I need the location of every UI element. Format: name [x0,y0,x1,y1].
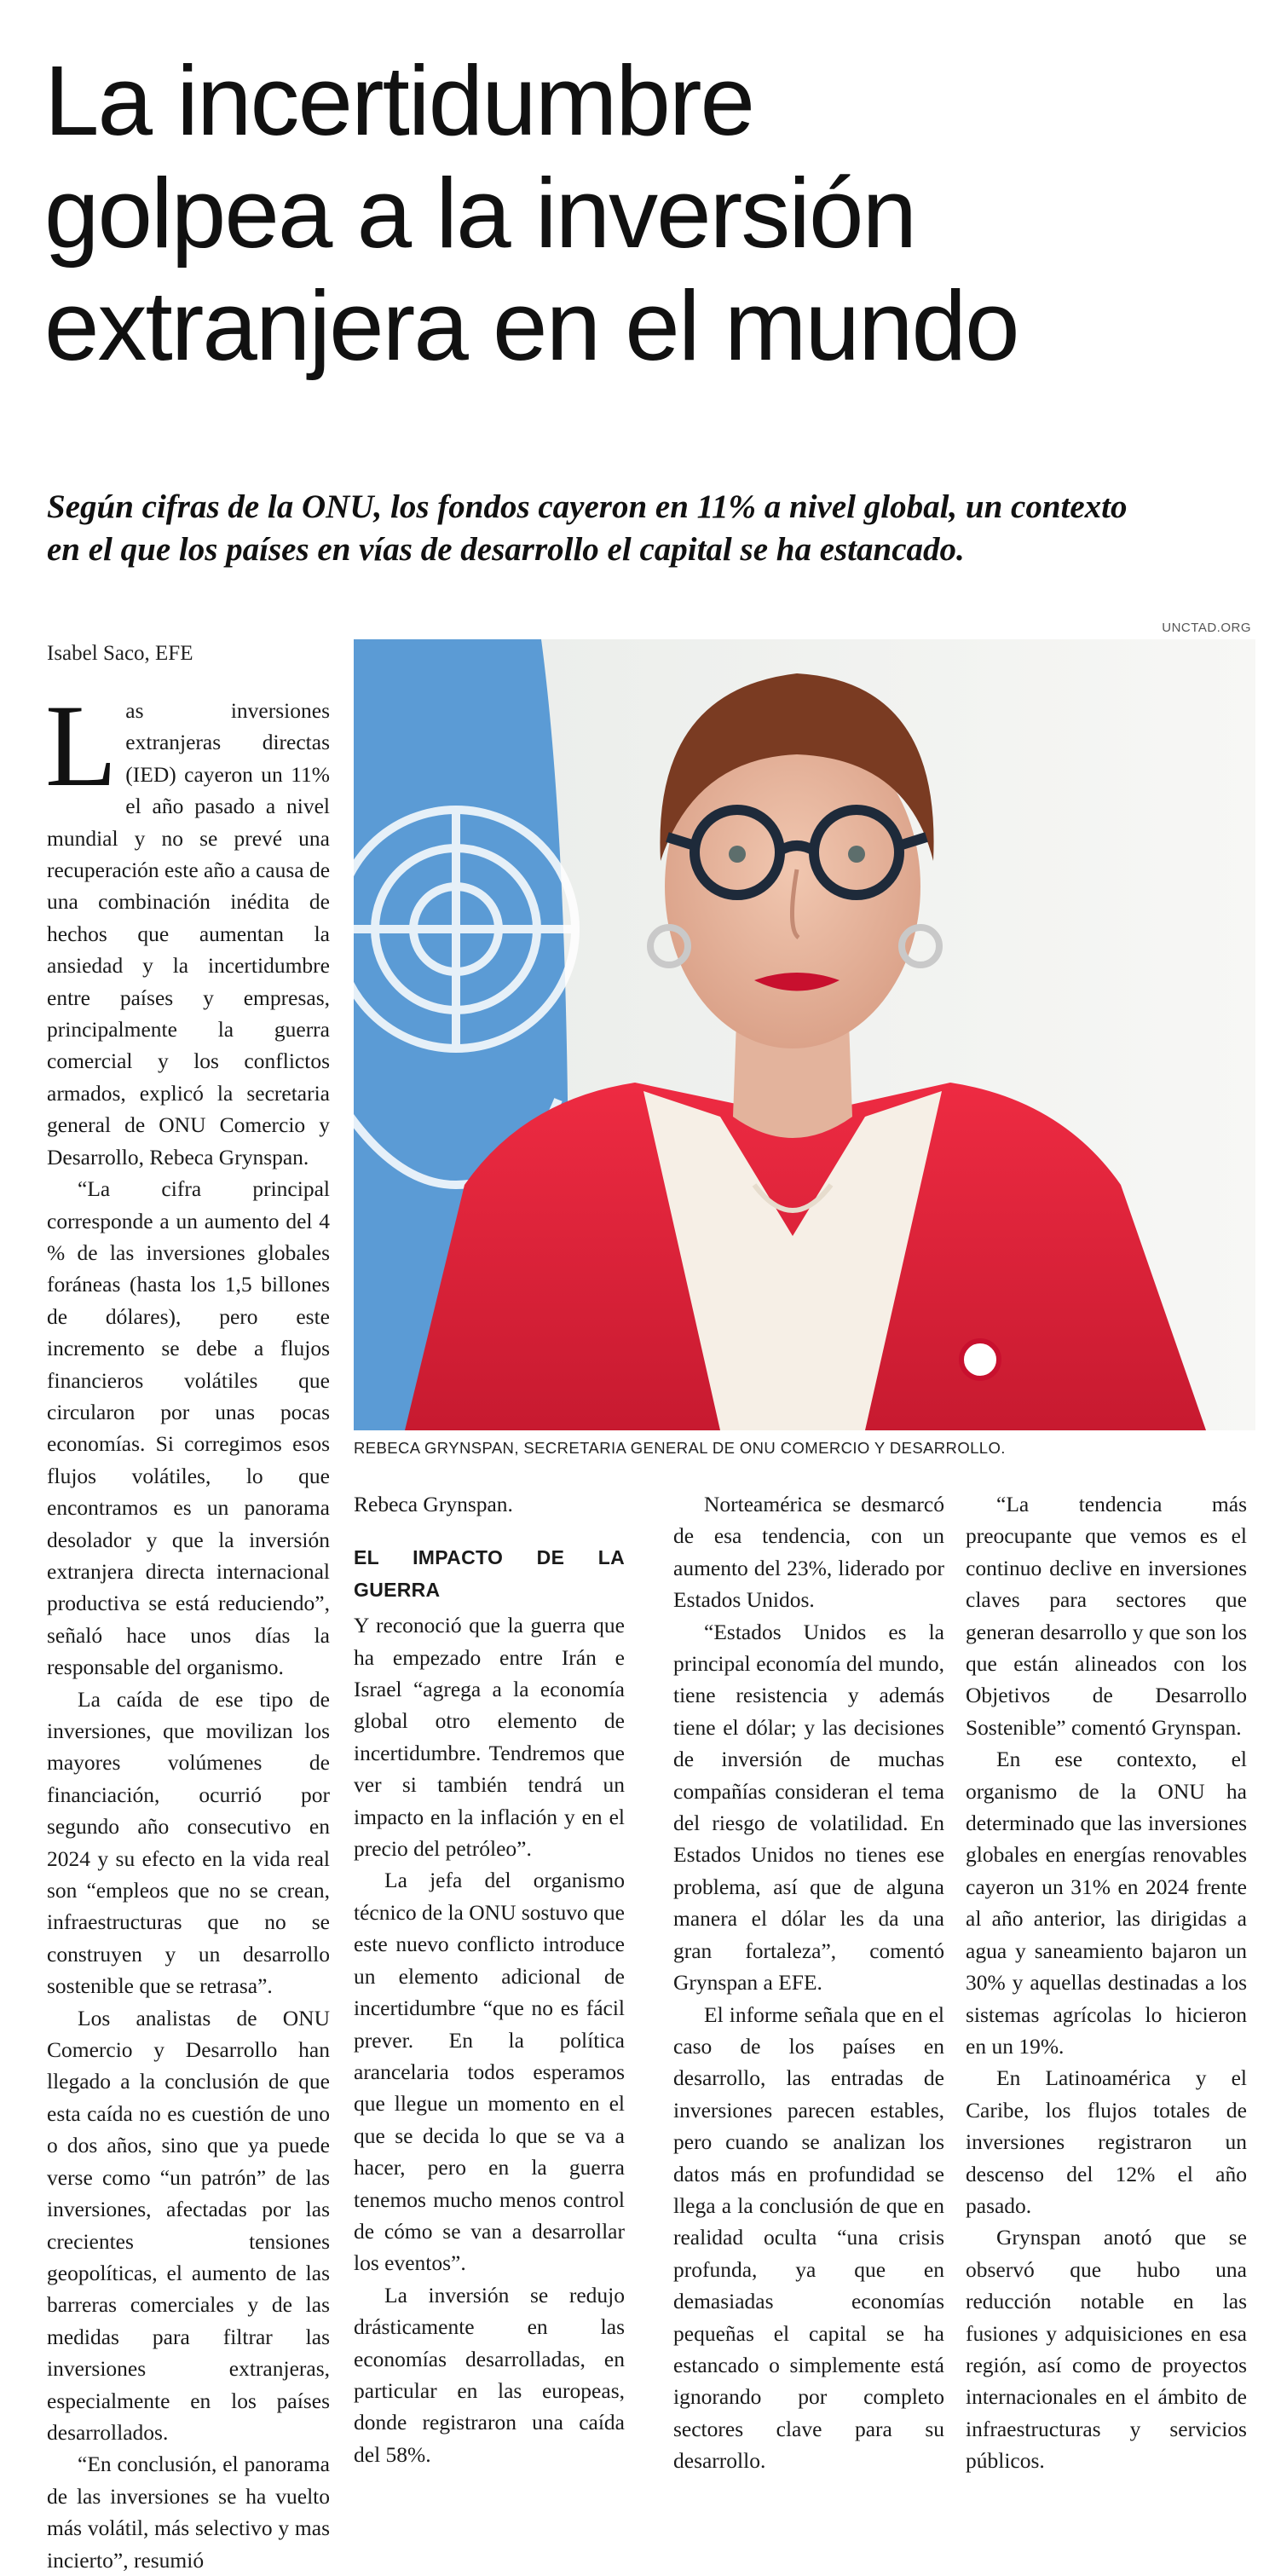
paragraph: Norteamérica se desmarcó de esa tendencia, con un aumento del 23%, liderado por Estados Unidos. [673,1492,944,1613]
subheadline-line-1: Según cifras de la ONU, los fondos cayeron en 11% a nivel global, un contexto [47,488,1128,525]
paragraph: Los analistas de ONU Comercio y Desarrollo han llegado a la conclusión de que esta caída no es cuestión de uno o dos años, sino que ya puede verse como “un patrón” de las inversiones, afectadas por las crecientes tensiones geopolíticas, el aumento de las barreras comerciales y de las medidas para filtrar las inversiones extranjeras, especialmente en los países desarrollados. [47,2005,330,2445]
paragraph: En ese contexto, el organismo de la ONU ha determinado que las inversiones globales en energías renovables cayeron un 31% en 2024 frente al año anterior, las dirigidas a agua y saneamiento bajaron un 30% y aquellas destinadas a los sistemas agrícolas lo hicieron en un 19%. [966,1747,1247,2059]
paragraph: “En conclusión, el panorama de las inversiones se ha vuelto más volátil, más selectivo y mas incierto”, resumió [47,2452,330,2573]
paragraph: “Estados Unidos es la principal economía del mundo, tiene resistencia y además tiene el dólar; y las decisiones de inversión de muchas compañías consideran el tema del riesgo de volatilidad. En Estados Unidos no tienes ese problema, así que de alguna manera el dólar les da una gran fortaleza”, comentó Grynspan a EFE. [673,1619,944,1996]
paragraph: La jefa del organismo técnico de la ONU sostuvo que este nuevo conflicto introduce un elemento adicional de incertidumbre “que no es fácil prever. En la política arancelaria todos esperamos que llegue un momento en el que se decida lo que se va a hacer, pero en la guerra tenemos mucho menos control de cómo se van a desarrollar los eventos”. [354,1868,625,2276]
subheadline [47,486,1257,571]
byline: Isabel Saco, EFE [47,642,193,665]
headline [44,44,1255,382]
article-column-4 [966,1488,1247,2477]
lead-paragraph [45,680,331,1173]
paragraph: Y reconoció que la guerra que ha empezado entre Irán e Israel “agrega a la economía global otro elemento de incertidumbre. Tendremos que ver si también tendrá un impacto en la inflación y en el precio del petróleo”. [354,1613,625,1862]
paragraph: Grynspan anotó que se observó que hubo una reducción notable en las fusiones y adquisiciones en esa región, así como de proyectos internacionales en el ámbito de infraestructuras y servicios públicos. [966,2225,1247,2474]
paragraph: La caída de ese tipo de inversiones, que movilizan los mayores volúmenes de financiación, ocurrió por segundo año consecutivo en 2024 y su efecto en la vida real son “empleos que no se crean, infraestructuras que no se construyen y un desarrollo sostenible que se retrasa”. [47,1686,330,1999]
photo-caption: REBECA GRYNSPAN, SECRETARIA GENERAL DE ONU COMERCIO Y DESARROLLO. [354,1439,1006,1457]
paragraph: “La tendencia más preocupante que vemos es el continuo declive en inversiones claves para sectores que generan desarrollo y que son los que están alineados con los Objetivos de Desarrollo Sostenible” comentó Grynspan. [966,1492,1247,1740]
paragraph: La inversión se redujo drásticamente en las economías desarrolladas, en particular en las europeas, donde registraron una caída del 58%. [354,2282,625,2467]
paragraph-continued: Rebeca Grynspan. [354,1492,513,1516]
headline-line-2: golpea a la inversión [44,158,916,269]
lead-text: as inversiones extranjeras directas (IED) cayeron un 11% el año pasado a nivel mundial y no se prevé una recuperación este año a causa de una combinación inédita de hechos que aumentan la ansiedad y la incertidumbre entre países y empresas, principalmente la guerra comercial y los conflictos armados, explicó la secretaria general de ONU Comercio y Desarrollo, Rebeca Grynspan. [47,698,331,1170]
headline-line-3: extranjera en el mundo [44,270,1018,381]
drop-cap: L [45,680,118,811]
subheadline-line-2: en el que los países en vías de desarrollo el capital se ha estancado. [47,531,965,568]
lapel-pin-icon [961,1341,999,1378]
portrait-illustration [354,639,1255,1430]
article-column-2 [354,1488,625,2470]
section-heading: EL IMPACTO DE LA GUERRA [354,1546,625,1601]
paragraph: “La cifra principal corresponde a un aumento del 4 % de las inversiones globales foráneas (hasta los 1,5 billones de dólares), pero este incremento se debe a flujos financieros volátiles que circularon por unas pocas economías. Si corregimos esos flujos volátiles, lo que encontramos es un panorama desolador y que la inversión extranjera directa internacional productiva se está reduciendo”, señaló hace unos días la responsable del organismo. [47,1176,330,1680]
portrait-photo [354,639,1255,1430]
headline-line-1: La incertidumbre [44,45,753,156]
paragraph: En Latinoamérica y el Caribe, los flujos totales de inversiones registraron un descenso del 12% el año pasado. [966,2065,1247,2218]
article-column-1 [45,680,331,2576]
photo-credit: UNCTAD.ORG [1162,621,1251,635]
article-column-3 [673,1488,944,2477]
paragraph: El informe señala que en el caso de los países en desarrollo, las entradas de inversiones parecen estables, pero cuando se analizan los datos más en profundidad se llega a la conclusión de que en realidad oculta “una crisis profunda, ya que en demasiadas economías pequeñas el capital se ha estancado o simplemente está ignorando por completo sectores clave para su desarrollo. [673,2001,944,2474]
